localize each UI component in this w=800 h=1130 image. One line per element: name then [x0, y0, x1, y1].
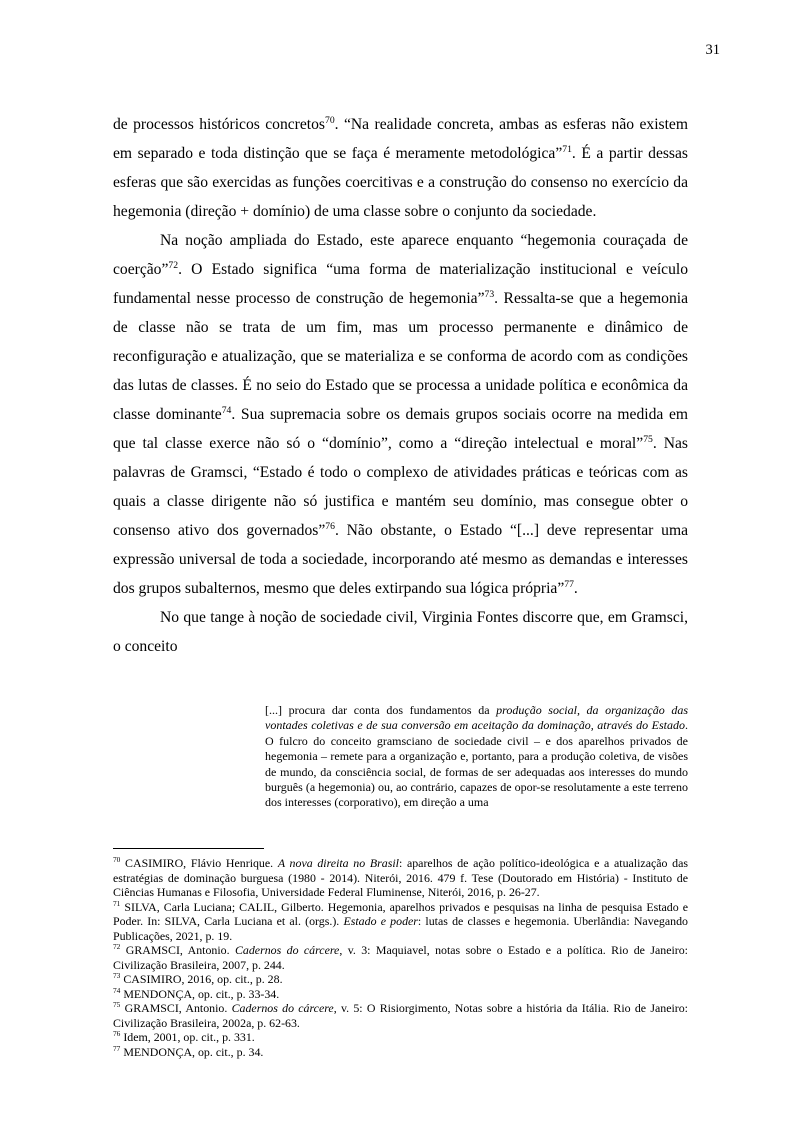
body-content — [113, 110, 688, 811]
footnote-74: $^{74}$ MENDONÇA, op. cit., p. 33-34. — [113, 985, 280, 1001]
footnote-70: $^{70}$ CASIMIRO, Flávio Henrique. A nova direita no Brasil: aparelhos de ação político-ideológica e a atualização das estratégias de dominação burguesa (1980 - 2014). Niterói, 2016. 479 f. Tese (Doutorado em História) - Instituto de Ciências Humanas e Filosofia, Universidade Federal Fluminense, Niterói, 2016, p. 26-27. — [113, 855, 689, 899]
page-number: 31 — [705, 42, 720, 58]
paragraph-1: de processos históricos concretos$^{70}$. “Na realidade concreta, ambas as esferas não existem em separado e toda distinção que se faça é meramente metodológica”$^{71}$. É a partir dessas esferas que são exercidas as funções coercitivas e a construção do consenso no exercício da hegemonia (direção + domínio) de uma classe sobre o conjunto da sociedade. — [113, 114, 688, 220]
footnote-77: $^{77}$ MENDONÇA, op. cit., p. 34. — [113, 1043, 264, 1059]
footnote-73: $^{73}$ CASIMIRO, 2016, op. cit., p. 28. — [113, 971, 283, 986]
footnote-72: $^{72}$ GRAMSCI, Antonio. Cadernos do cárcere, v. 3: Maquiavel, notas sobre o Estado e a política. Rio de Janeiro: Civilização Brasileira, 2007, p. 244. — [113, 942, 688, 972]
block-quote: [...] procura dar conta dos fundamentos da produção social, da organização das vontades coletivas e de sua conversão em aceitação da dominação, através do Estado. O fulcro do conceito gramsciano de sociedade civil – e dos aparelhos privados de hegemonia – remete para a organização e, portanto, para a produção coletiva, de visões de mundo, da consciência social, de formas de ser adequadas aos interesses do mundo burguês (a hegemonia) ou, ao contrário, capazes de opor-se resolutamente a este terreno dos interesses (corporativo), em direção a uma — [265, 703, 688, 810]
paragraph-3: No que tange à noção de sociedade civil, Virginia Fontes discorre que, em Gramsci, o conceito — [113, 609, 688, 655]
footnote-76: $^{76}$ Idem, 2001, op. cit., p. 331. — [113, 1029, 255, 1044]
footnote-separator — [113, 848, 264, 849]
paragraph-2: Na noção ampliada do Estado, este aparece enquanto “hegemonia couraçada de coerção”$^{72}$. O Estado significa “uma forma de materialização institucional e veículo fundamental nesse processo de construção de hegemonia”$^{73}$. Ressalta-se que a hegemonia de classe não se trata de um fim, mas um processo permanente e dinâmico de reconfiguração e atualização, que se materializa e se conforma de acordo com as condições das lutas de classes. É no seio do Estado que se processa a unidade política e econômica da classe dominante$^{74}$. Sua supremacia sobre os demais grupos sociais ocorre na medida em que tal classe exerce não só o “domínio”, como a “direção intelectual e moral”$^{75}$. Nas palavras de Gramsci, “Estado é todo o complexo de atividades práticas e teóricas com as quais a classe dirigente não só justifica e mantém seu domínio, mas consegue obter o consenso ativo dos governados”$^{76}$. Não obstante, o Estado “[...] deve representar uma expressão universal de toda a sociedade, incorporando até mesmo as demandas e interesses dos grupos subalternos, mesmo que deles extirpando sua lógica própria”$^{77}$. — [113, 232, 689, 597]
footnotes-section — [113, 848, 688, 1059]
footnote-71: $^{71}$ SILVA, Carla Luciana; CALIL, Gilberto. Hegemonia, aparelhos privados e pesquisas na linha de pesquisa Estado e Poder. In: SILVA, Carla Luciana et al. (orgs.). Estado e poder: lutas de classes e hegemonia. Uberlândia: Navegando Publicações, 2021, p. 19. — [113, 898, 688, 943]
footnote-75: $^{75}$ GRAMSCI, Antonio. Cadernos do cárcere, v. 5: O Risiorgimento, Notas sobre a história da Itália. Rio de Janeiro: Civilização Brasileira, 2002a, p. 62-63. — [113, 1000, 688, 1030]
